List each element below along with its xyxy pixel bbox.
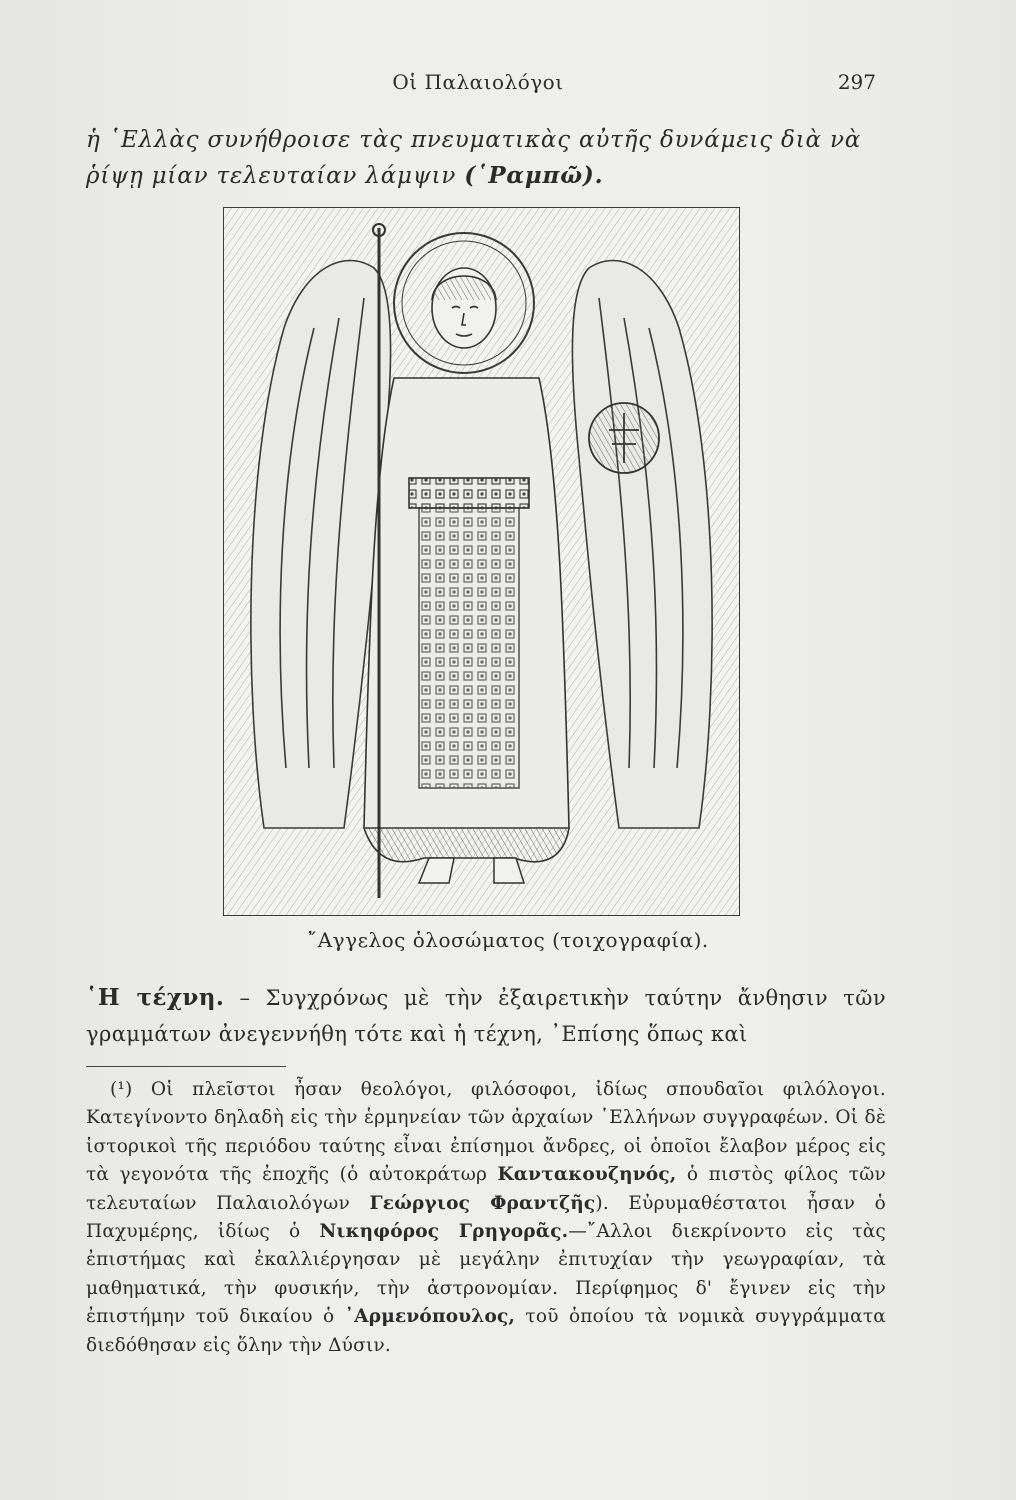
section-text: – Συγχρόνως μὲ τὴν ἐξαιρετικὴν ταύτην ἄνθησιν τῶν γραμμάτων ἀνεγεννήθη τότε καὶ ἡ τέχνη, ᾿Επίσης ὅπως καὶ (86, 986, 886, 1046)
section-heading: ῾Η τέχνη. (86, 984, 225, 1011)
intro-text: ἡ ῾Ελλὰς συνήθροισε τὰς πνευματικὰς αὐτῆς δυνάμεις διὰ νὰ ῥίψῃ μίαν τελευταίαν λάμψιν (86, 127, 862, 189)
running-title: Οἱ Παλαιολόγοι (392, 70, 564, 94)
angel-fresco-illustration (223, 207, 740, 916)
footnote-text-2: ὁ πιστὸς φίλος τῶν τελευταίων Παλαιολόγων (86, 1164, 886, 1214)
page-header (80, 70, 876, 104)
figure-caption: ῎Αγγελος ὁλοσώματος (τοιχογραφία). (307, 928, 709, 952)
page-number: 297 (837, 70, 876, 94)
footnote-bold-2: Γεώργιος Φραντζῆς (369, 1192, 596, 1214)
footnote (86, 1076, 886, 1360)
footnote-rule (86, 1066, 286, 1067)
footnote-marker: (¹) (110, 1079, 133, 1100)
angel-drawing (224, 208, 739, 915)
footnote-text-4: —῎Αλλοι διεκρίνοντο εἰς τὰς ἐπιστήμας καὶ ἐκαλλιέργησαν μὲ μεγάλην ἐπιτυχίαν τὴν γεωγραφίαν, τὰ μαθηματικά, τὴν φυσικήν, τὴν ἀστρονομίαν. Περίφημος δ' ἔγινεν εἰς τὴν ἐπιστήμην τοῦ δικαίου ὁ (86, 1221, 886, 1328)
intro-paragraph (86, 122, 886, 194)
footnote-bold-1: Καντακουζηνός, (497, 1164, 677, 1186)
orb-with-cross (589, 403, 659, 473)
footnote-bold-4: ᾿Αρμενόπουλος, (344, 1306, 516, 1328)
robe (364, 378, 569, 862)
section-paragraph (86, 980, 886, 1052)
intro-source: (῾Ραμπῶ). (464, 162, 604, 189)
footnote-bold-3: Νικηφόρος Γρηγορᾶς. (319, 1221, 569, 1243)
angel-head (432, 268, 496, 348)
footnote-text-5: τοῦ ὁποίου τὰ νομικὰ συγγράμματα διεδόθησαν εἰς ὅλην τὴν Δύσιν. (86, 1306, 886, 1356)
footnote-text-3: ). Εὐρυμαθέστατοι ἦσαν ὁ Παχυμέρης, ἰδίως ὁ (86, 1192, 886, 1243)
footnote-text-1: Οἱ πλεῖστοι ἦσαν θεολόγοι, φιλόσοφοι, ἰδίως σπουδαῖοι φιλόλογοι. Κατεγίνοντο δηλαδὴ εἰς τὴν ἑρμηνείαν τῶν ἀρχαίων ῾Ελλήνων συγγραφέων. Οἱ δὲ ἱστορικοὶ τῆς περιόδου ταύτης εἶναι ἐπίσημοι ἄνδρες, οἱ ὁποῖοι ἔλαβον μέρος εἰς τὰ γεγονότα τῆς ἐποχῆς (ὁ αὐτοκράτωρ (86, 1079, 886, 1186)
